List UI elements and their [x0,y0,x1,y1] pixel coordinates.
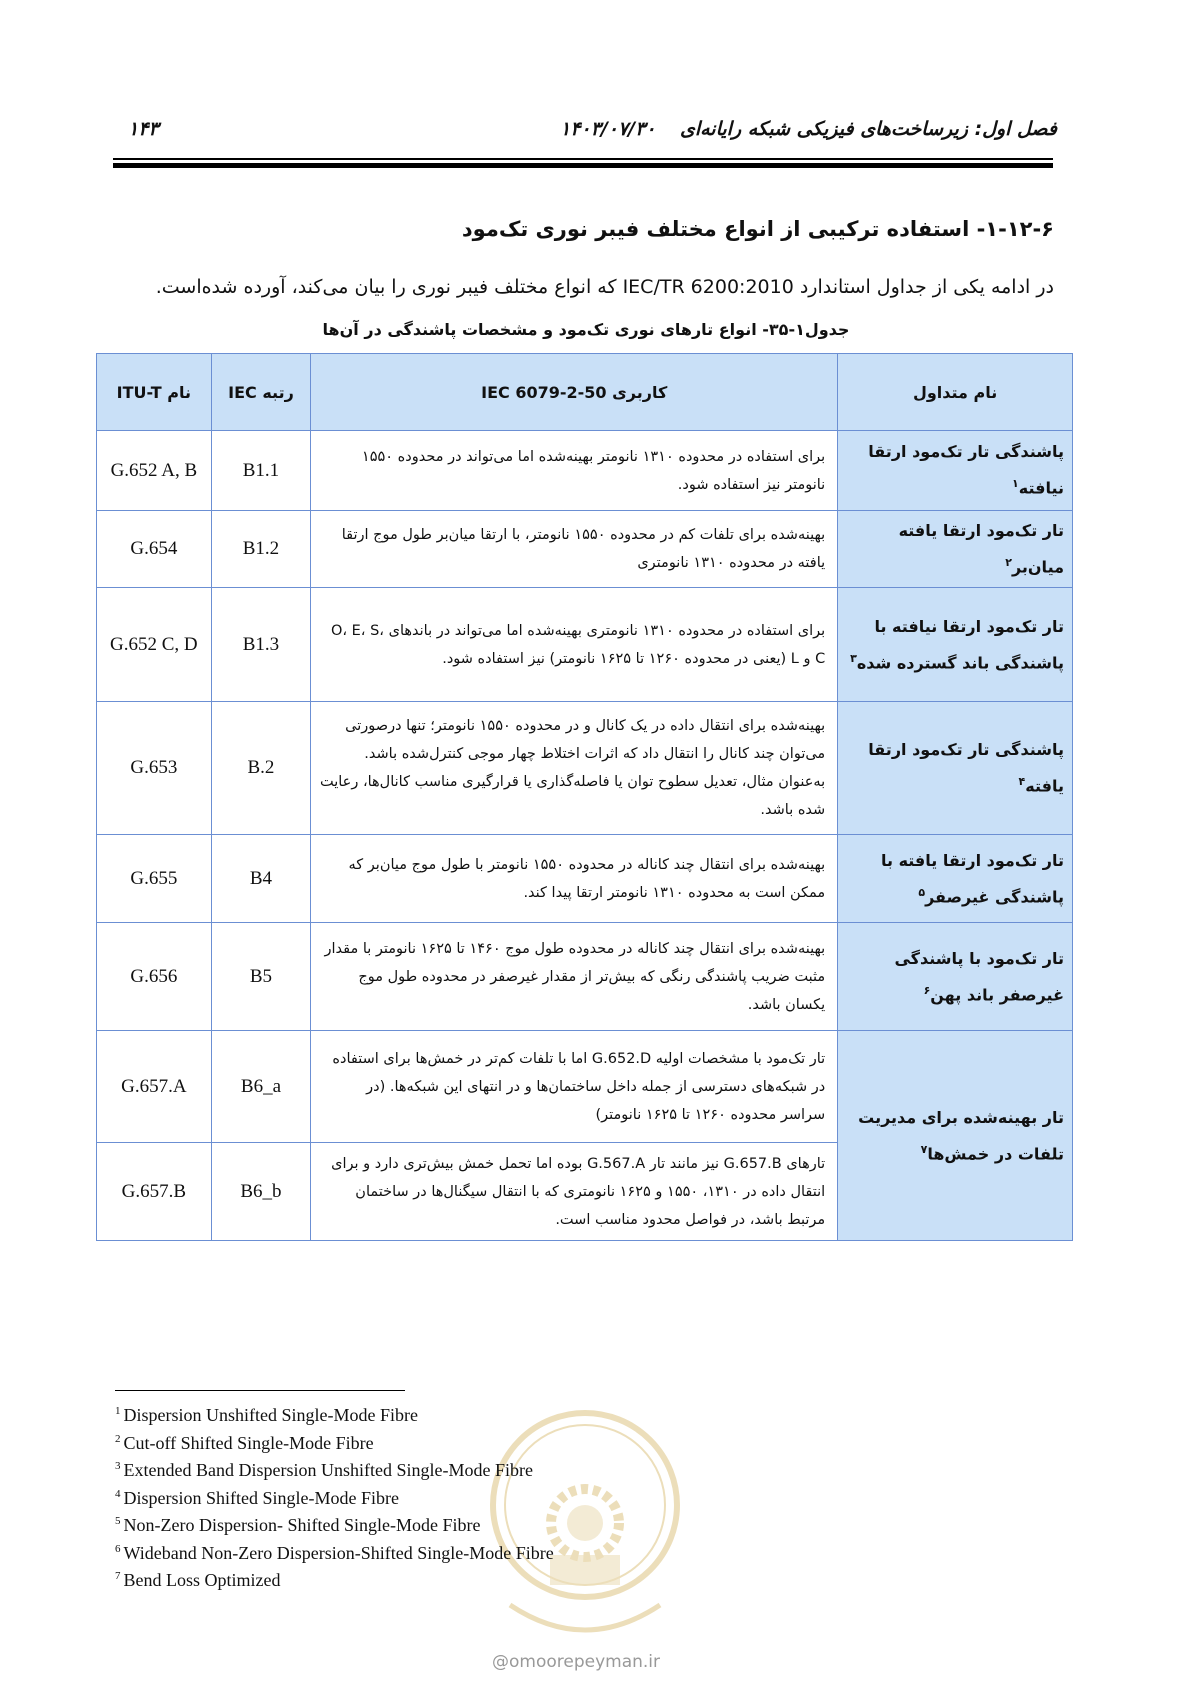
fibre-name-cell: تار تک‌مود ارتقا یافته میان‌بر$^۲$ [838,511,1073,588]
table-row [97,588,1073,702]
usage-cell: بهینه‌شده برای انتقال چند کاناله در محدوده طول موج ۱۴۶۰ تا ۱۶۲۵ نانومتر با مقدار مثبت ضریب پاشندگی رنگی که بیش‌تر از مقدار غیرصفر در محدوده طول موج یکسان باشد. [311,923,838,1031]
itu-name-cell: G.655 [97,835,212,923]
footnote-ref: ۲ [1005,556,1012,569]
itu-name-cell: G.652 A, B [97,431,212,511]
fibre-name-cell: تار بهینه‌شده برای مدیریت تلفات در خمش‌ها$^۷$ [838,1031,1073,1241]
footnote-item: $^2$ Cut-off Shifted Single-Mode Fibre [115,1432,374,1453]
fibre-name-cell: پاشندگی تار تک‌مود ارتقا نیافته$^۱$ [838,431,1073,511]
table-header-row [97,354,1073,431]
footnote-ref: ۴ [1018,775,1026,789]
footnote-ref: ۳ [850,651,857,665]
footnote-ref: ۱ [1012,477,1019,491]
col-header-name: نام متداول [838,354,1073,431]
footnote-item: $^6$ Wideband Non-Zero Dispersion-Shifted Single-Mode Fibre [115,1542,554,1563]
table-row [97,835,1073,923]
header-rule-thick [113,163,1053,168]
intro-paragraph: در ادامه یکی از جداول استاندارد IEC/TR 6200:2010 که انواع مختلف فیبر نوری را بیان می‌کند، آورده شده‌است. [155,276,1054,298]
iec-rank-cell: B6_a [211,1031,311,1143]
footnote-rule [115,1390,405,1391]
iec-rank-cell: B4 [211,835,311,923]
footnote-item: $^1$ Dispersion Unshifted Single-Mode Fibre [115,1405,418,1425]
iec-rank-cell: B6_b [211,1143,311,1241]
fibre-name-cell: پاشندگی تار تک‌مود ارتقا یافته$^۴$ [838,702,1073,835]
footnote-ref: ۵ [918,885,926,899]
iec-rank-cell: B.2 [211,702,311,835]
table-row [97,431,1073,511]
footnotes [115,1400,554,1593]
itu-name-cell: G.657.B [97,1143,212,1241]
usage-cell: برای استفاده در محدوده ۱۳۱۰ نانومتری بهینه‌شده اما می‌تواند در باندهای O، E، S، C و L (یعنی در محدوده ۱۲۶۰ تا ۱۶۲۵ نانومتر) نیز استفاده شود. [311,588,838,702]
fibre-name-cell: تار تک‌مود ارتقا نیافته با پاشندگی باند گسترده شده$^۳$ [838,588,1073,702]
fibre-types-table [96,353,1073,1241]
header-rule-thin [113,158,1053,160]
footnote-item: $^4$ Dispersion Shifted Single-Mode Fibre [115,1487,399,1508]
footnote-ref: ۶ [923,983,931,997]
footnote-item: $^3$ Extended Band Dispersion Unshifted Single-Mode Fibre [115,1460,533,1480]
col-header-iec: رتبه IEC [211,354,311,431]
footnote-item: $^7$ Bend Loss Optimized [115,1570,281,1590]
table-row [97,511,1073,588]
col-header-itu: نام ITU-T [97,354,212,431]
footnote-item: $^5$ Non-Zero Dispersion- Shifted Single-Mode Fibre [115,1515,481,1535]
usage-cell: بهینه‌شده برای انتقال داده در یک کانال و در محدوده ۱۵۵۰ نانومتر؛ تنها درصورتی می‌توان چند کانال را انتقال داد که اثرات اختلاط چهار موجی کنترل‌شده باشد. به‌عنوان مثال، تعدیل سطوح توان یا فاصله‌گذاری یا قرارگیری مناسب کانال‌ها، رعایت شده باشد. [311,702,838,835]
table-caption: جدول۱-۳۵- انواع تارهای نوری تک‌مود و مشخصات پاشندگی در آن‌ها [322,320,850,339]
usage-cell: بهینه‌شده برای انتقال چند کاناله در محدوده ۱۵۵۰ نانومتر با طول موج میان‌بر که ممکن است به محدوده ۱۳۱۰ نانومتر ارتقا پیدا کند. [311,835,838,923]
usage-cell: بهینه‌شده برای تلفات کم در محدوده ۱۵۵۰ نانومتر، با ارتقا میان‌بر طول موج ارتقا یافته در محدوده ۱۳۱۰ نانومتری [311,511,838,588]
itu-name-cell: G.656 [97,923,212,1031]
itu-name-cell: G.657.A [97,1031,212,1143]
usage-cell: تارهای G.657.B نیز مانند تار G.567.A بوده اما تحمل خمش بیش‌تری دارد و برای انتقال داده در ۱۳۱۰، ۱۵۵۰ و ۱۶۲۵ نانومتری که با انتقال سیگنال‌ها در ساختمان مرتبط باشد، در فواصل محدود مناسب است. [311,1143,838,1241]
table-row [97,702,1073,835]
running-header-chapter: فصل اول: زیرساخت‌های فیزیکی شبکه رایانه‌ای [679,118,1057,140]
running-header-date: ۱۴۰۳/۰۷/۳۰ [560,118,656,140]
itu-name-cell: G.654 [97,511,212,588]
iec-rank-cell: B1.1 [211,431,311,511]
iec-rank-cell: B1.3 [211,588,311,702]
table-row [97,1031,1073,1143]
itu-name-cell: G.653 [97,702,212,835]
fibre-name-cell: تار تک‌مود ارتقا یافته با پاشندگی غیرصفر$^۵$ [838,835,1073,923]
iec-rank-cell: B5 [211,923,311,1031]
page-number: ۱۴۳ [128,118,159,140]
usage-cell: برای استفاده در محدوده ۱۳۱۰ نانومتر بهینه‌شده اما می‌تواند در محدوده ۱۵۵۰ نانومتر نیز استفاده شود. [311,431,838,511]
col-header-usage: کاربری IEC 6079-2-50 [311,354,838,431]
section-heading: ۱-۱۲-۶- استفاده ترکیبی از انواع مختلف فیبر نوری تک‌مود [461,217,1054,241]
itu-name-cell: G.652 C, D [97,588,212,702]
fibre-name-cell: تار تک‌مود با پاشندگی غیرصفر باند پهن$^۶$ [838,923,1073,1031]
table-row [97,923,1073,1031]
usage-cell: تار تک‌مود با مشخصات اولیه G.652.D اما با تلفات کم‌تر در خمش‌ها برای استفاده در شبکه‌های دسترسی از جمله داخل ساختمان‌ها و در انتهای این شبکه‌ها. (در سراسر محدوده ۱۲۶۰ تا ۱۶۲۵ نانومتر) [311,1031,838,1143]
footnote-ref: ۷ [920,1142,928,1156]
iec-rank-cell: B1.2 [211,511,311,588]
watermark-url: @omoorepeyman.ir [492,1652,661,1672]
